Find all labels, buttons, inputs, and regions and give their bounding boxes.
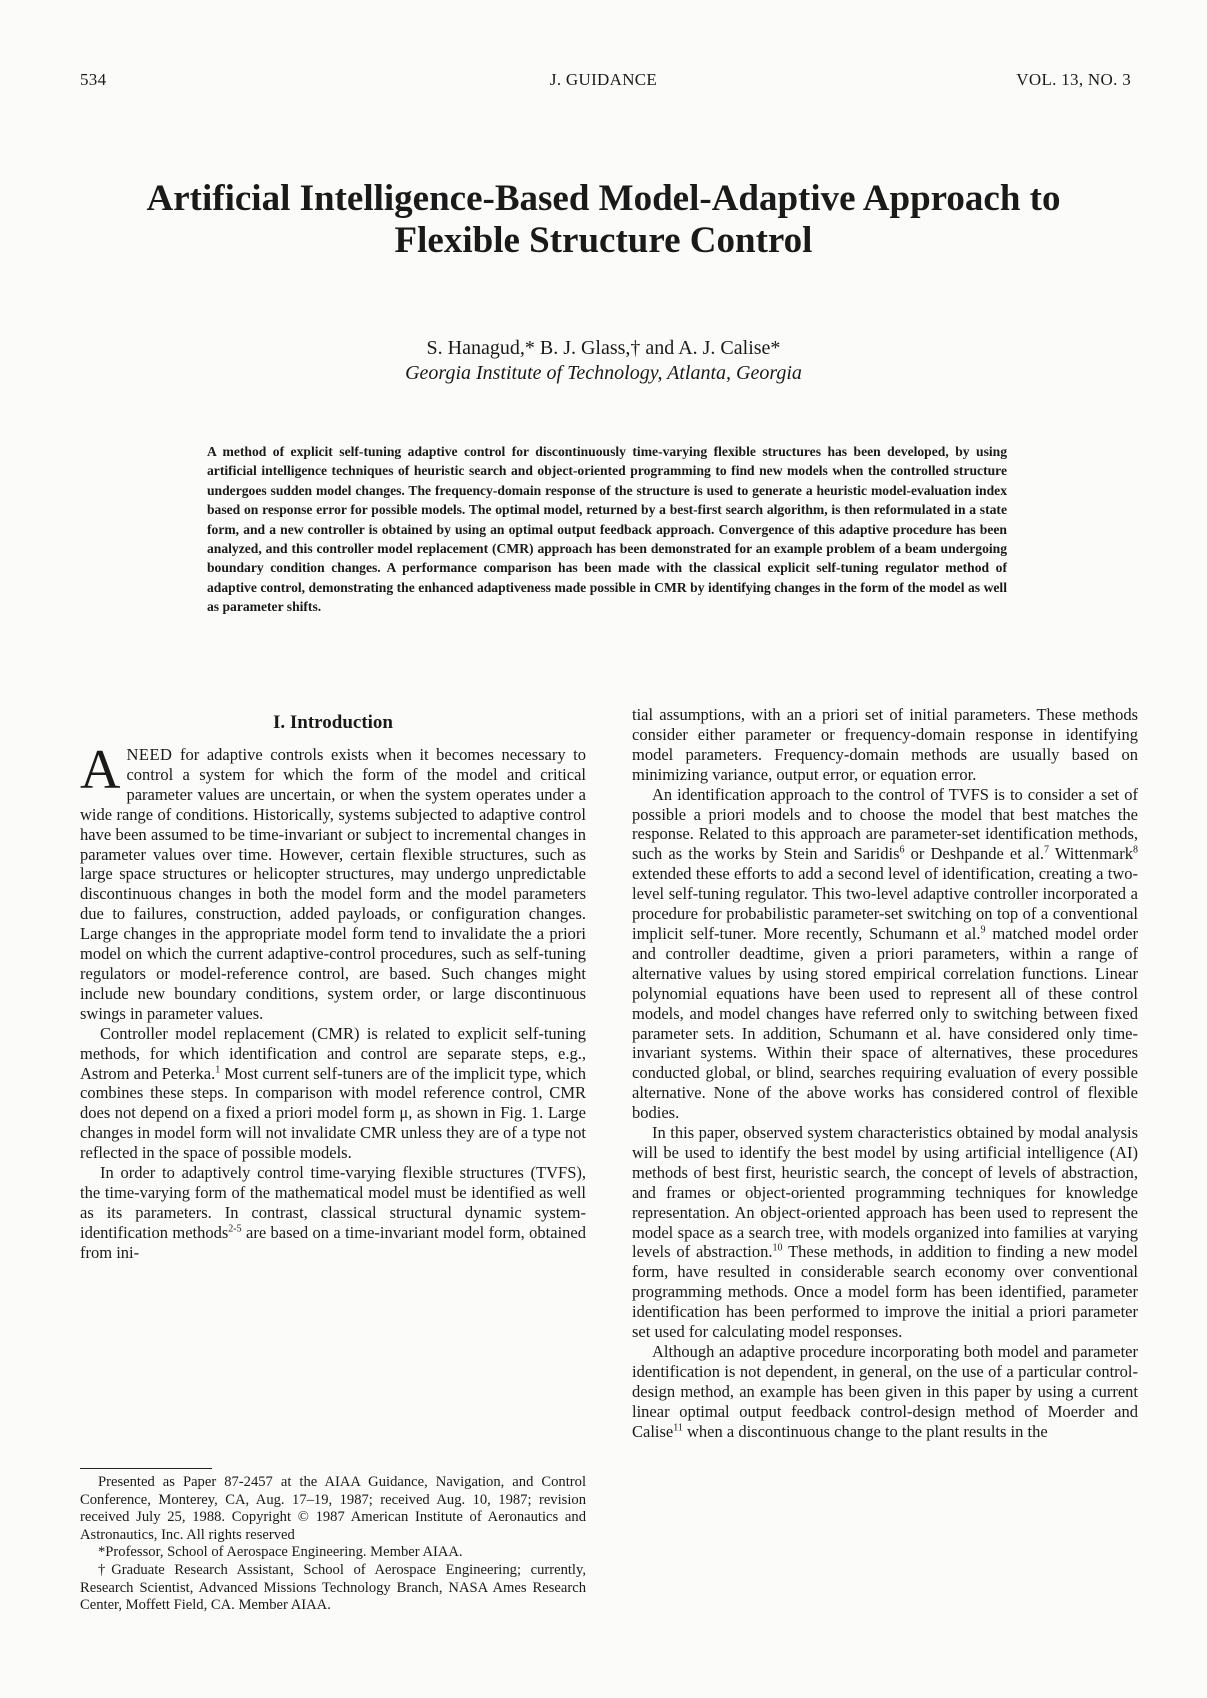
citation: 1 <box>215 1064 221 1075</box>
section-title: I. Introduction <box>272 712 393 733</box>
authors: S. Hanagud,* B. J. Glass,† and A. J. Calise* <box>426 337 781 359</box>
text-span: Controller model replacement (CMR) is related to explicit self-tuning methods, for which identification and control are separate steps, e.g., Astrom and Peterka. <box>80 1023 586 1083</box>
right-column <box>632 705 1138 1442</box>
right-paragraph-4 <box>632 1342 1138 1442</box>
footnote-divider <box>80 1468 212 1469</box>
text-span: In order to adaptively control time-varying flexible structures (TVFS), the time-varying form of the mathematical model must be identified as well as its parameters. In contrast, classical structural dynamic system-identification methods <box>80 1163 586 1242</box>
citation: 6 <box>899 844 905 856</box>
abstract: A method of explicit self-tuning adaptive control for discontinuously time-varying flexible structures has been developed, by using artificial intelligence techniques of heuristic search and object-oriented programming to find new models when the controlled structure undergoes sudden model changes. The frequency-domain response of the structure is used to generate a heuristic model-evaluation index based on response error for possible models. The optimal model, returned by a best-first search algorithm, is then reformulated in a state form, and a new controller is obtained by using an optimal output feedback approach. Convergence of this adaptive procedure has been analyzed, and this controller model replacement (CMR) approach has been demonstrated for an example problem of a beam undergoing boundary condition changes. A performance comparison has been made with the classical explicit self-tuning regulator method of adaptive control, demonstrating the enhanced adaptiveness made possible in CMR by identifying changes in the form of the model as well as parameter shifts. <box>207 444 1007 615</box>
citation: 10 <box>772 1242 783 1254</box>
text-span: Most current self-tuners are of the implicit type, which combines these steps. In comparison with model reference control, CMR does not depend on a fixed a priori model form μ, as shown in Fig. 1. Large changes in model form will not invalidate CMR unless they are of a type not reflected in the space of possible models. <box>80 1063 586 1163</box>
journal-name: J. GUIDANCE <box>549 70 658 89</box>
text-span: when a discontinuous change to the plant results in the <box>682 1421 1048 1441</box>
citation: 11 <box>673 1422 683 1434</box>
text-span: These methods, in addition to finding a new model form, have resulted in considerable search economy over conventional programming methods. Once a model form has been identified, parameter identification has been performed to improve the initial a priori parameter set used for calculating model responses. <box>632 1242 1138 1342</box>
text-span: Wittenmark <box>1049 844 1133 864</box>
footnote-graduate: †Graduate Research Assistant, School of Aerospace Engineering; currently, Research Scientist, Advanced Missions Technology Branch, NASA Ames Research Center, Moffett Field, CA. Member AIAA. <box>80 1561 586 1614</box>
drop-cap: A <box>80 739 121 801</box>
affiliation: Georgia Institute of Technology, Atlanta, Georgia <box>405 362 802 384</box>
footnote-professor: *Professor, School of Aerospace Engineering. Member AIAA. <box>98 1544 463 1561</box>
text-span: In this paper, observed system characteristics obtained by modal analysis will be used to identify the best model by using artificial intelligence (AI) methods of best first, heuristic search, the concept of levels of abstraction, and frames or object-oriented programming techniques for knowledge representation. An object-oriented approach has been used to represent the model space as a search tree, with models organized into families at varying levels of abstraction. <box>632 1123 1138 1262</box>
text-span: extended these efforts to add a second level of identification, creating a two-level self-tuning regulator. This two-level adaptive controller incorporated a procedure for probabilistic parameter-set switching on top of a conventional implicit self-tuner. More recently, Schumann et al. <box>632 864 1138 943</box>
text-span: are based on a time-invariant model form, obtained from ini- <box>80 1222 586 1262</box>
intro-paragraph-2 <box>80 1024 586 1163</box>
left-column <box>80 739 586 1263</box>
volume-issue: VOL. 13, NO. 3 <box>1016 70 1131 89</box>
right-paragraph-1: tial assumptions, with an a priori set of initial parameters. These methods consider either parameter or frequency-domain response in identifying model parameters. Frequency-domain methods are usually based on minimizing variance, output error, or equation error. <box>632 705 1138 784</box>
citation: 9 <box>980 924 986 936</box>
citation: 2-5 <box>228 1223 242 1235</box>
intro-paragraph-1-text: for adaptive controls exists when it becomes necessary to control a system for which the form of the model and critical parameter values are uncertain, or when the system operates under a wide range of conditions. Historically, systems subjected to adaptive control have been assumed to be time-invariant or subject to incremental changes in parameter values over time. However, certain flexible structures, such as large space structures or helicopter structures, may undergo unpredictable discontinuous changes in both the model form and the model parameters due to failures, construction, added payloads, or configuration changes. Large changes in the appropriate model form tend to invalidate the a priori model on which the current adaptive-control procedures, such as self-tuning regulators or model-reference control, are based. Such changes might include new boundary conditions, system order, or large discontinuous swings in parameter values. <box>80 745 586 1023</box>
intro-paragraph-1 <box>80 739 586 1024</box>
text-span: matched model order and controller deadtime, given a priori parameters, within a range of alternative values by using stored empirical correlation functions. Linear polynomial equations have been used to represent all of these control models, and model changes have referred only to switching between fixed parameter sets. In addition, Schumann et al. have considered only time-invariant systems. Within their space of alternatives, these procedures conducted global, or blind, searches requiring evaluation of every possible alternative. None of the above works has considered control of flexible bodies. <box>632 923 1138 1123</box>
intro-lead-caps: NEED <box>126 745 173 764</box>
footnote-presented: Presented as Paper 87-2457 at the AIAA Guidance, Navigation, and Control Conference, Monterey, CA, Aug. 17–19, 1987; received Aug. 10, 1987; revision received July 25, 1988. Copyright © 1987 American Institute of Aeronautics and Astronautics, Inc. All rights reserved <box>80 1474 586 1543</box>
title-line-2: Flexible Structure Control <box>394 220 813 261</box>
text-span: Although an adaptive procedure incorporating both model and parameter identification is not dependent, in general, on the use of a particular control-design method, an example has been given in this paper by using a current linear optimal output feedback control-design method of Moerder and Calise <box>632 1342 1138 1441</box>
paper-title <box>60 178 1147 262</box>
text-span: An identification approach to the control of TVFS is to consider a set of possible a priori models and to choose the model that best matches the response. Related to this approach are parameter-set identification methods, such as the works by Stein and Saridis <box>632 784 1138 864</box>
right-paragraph-3 <box>632 1123 1138 1342</box>
citation: 8 <box>1133 844 1138 856</box>
title-line-1: Artificial Intelligence-Based Model-Adaptive Approach to <box>146 178 1061 219</box>
footnotes <box>80 1474 586 1615</box>
page-number: 534 <box>80 70 107 89</box>
citation: 7 <box>1044 844 1050 856</box>
text-span: or Deshpande et al. <box>904 844 1045 864</box>
right-paragraph-2 <box>632 785 1138 1123</box>
intro-paragraph-3 <box>80 1163 586 1263</box>
